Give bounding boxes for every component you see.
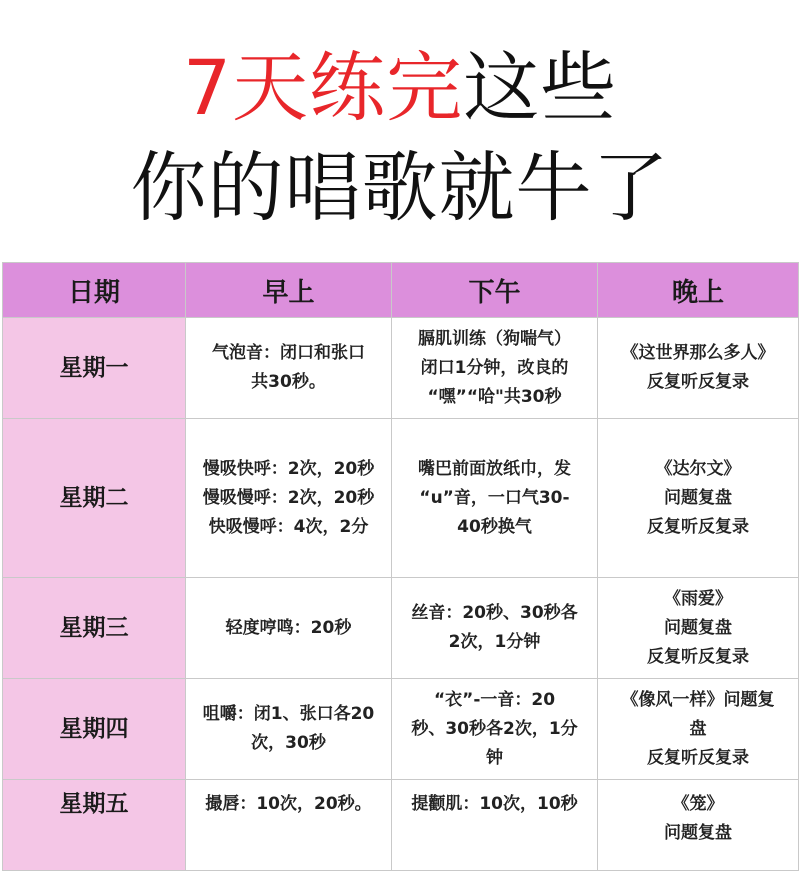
table-header-row [3,263,799,318]
table-row [3,679,799,780]
afternoon-cell: 嘴巴前面放纸巾，发 “u”音，一口气30- 40秒换气 [392,419,598,578]
afternoon-cell: 丝音：20秒、30秒各 2次，1分钟 [392,578,598,679]
evening-cell: 《笼》 问题复盘 [598,780,799,871]
afternoon-cell: “衣”-一音：20 秒、30秒各2次，1分 钟 [392,679,598,780]
table-row [3,318,799,419]
morning-cell: 撮唇：10次，20秒。 [186,780,392,871]
title-line-1 [0,40,800,136]
title-line-2: 你的唱歌就牛了 [130,143,670,232]
evening-cell: 《像风一样》问题复 盘 反复听反复录 [598,679,799,780]
day-cell: 星期二 [3,419,186,578]
title-block [0,0,800,262]
morning-cell: 气泡音：闭口和张口 共30秒。 [186,318,392,419]
morning-cell: 慢吸快呼：2次，20秒 慢吸慢呼：2次，20秒 快吸慢呼：4次，2分 [186,419,392,578]
header-evening: 晚上 [598,263,799,318]
day-cell: 星期一 [3,318,186,419]
evening-cell: 《达尔文》 问题复盘 反复听反复录 [598,419,799,578]
title-highlight: 7天练完 [182,43,464,132]
morning-cell: 轻度哼鸣：20秒 [186,578,392,679]
evening-cell: 《这世界那么多人》 反复听反复录 [598,318,799,419]
table-row [3,419,799,578]
morning-cell: 咀嚼：闭1、张口各20 次，30秒 [186,679,392,780]
day-cell: 星期五 [3,780,186,871]
header-afternoon: 下午 [392,263,598,318]
evening-cell: 《雨爱》 问题复盘 反复听反复录 [598,578,799,679]
table-row [3,780,799,871]
table-row [3,578,799,679]
header-date: 日期 [3,263,186,318]
title-rest: 这些 [463,43,618,132]
schedule-table [2,262,799,871]
afternoon-cell: 提颧肌：10次，10秒 [392,780,598,871]
day-cell: 星期三 [3,578,186,679]
header-morning: 早上 [186,263,392,318]
afternoon-cell: 膈肌训练（狗喘气） 闭口1分钟，改良的 “嘿”“哈"共30秒 [392,318,598,419]
day-cell: 星期四 [3,679,186,780]
